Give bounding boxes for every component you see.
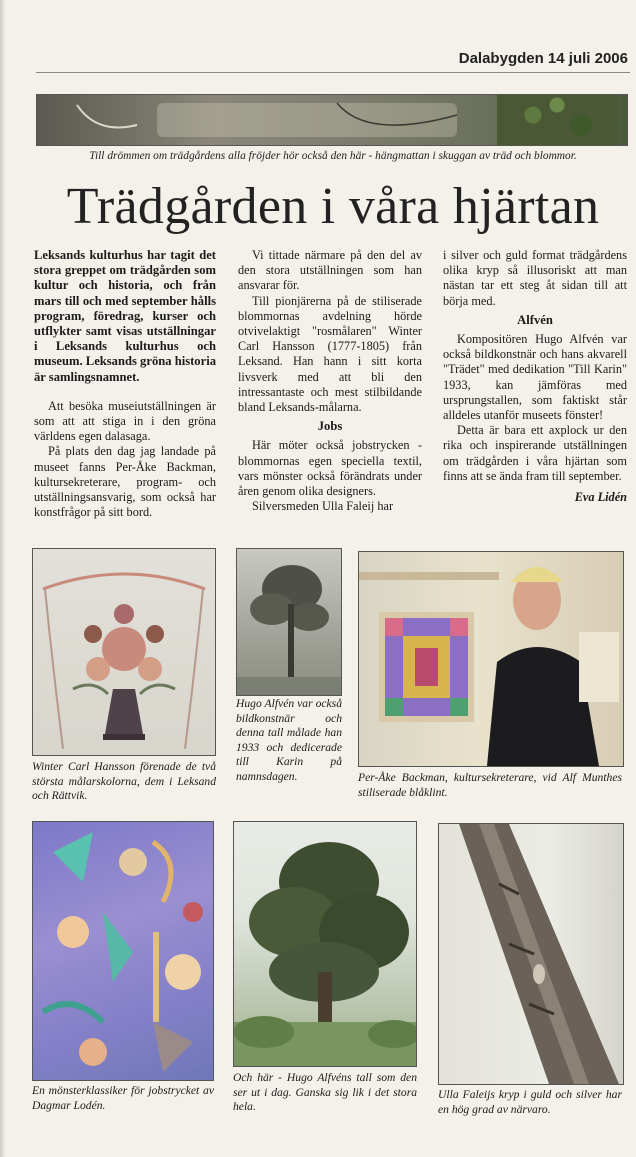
article-column-2 — [238, 248, 422, 514]
caption-jobs-textile: En mönsterklassiker för jobstrycket av Dagmar Lodén. — [32, 1084, 214, 1112]
article-lead: Leksands kulturhus har tagit det stora greppet om trädgården som kultur och historia, och från mars till och med september hålls program, föredrag, kurser och utflykter samt visas utställningar i Leksands kulturhus och museum. Leksands gröna historia är samlingsnamnet. — [34, 248, 216, 384]
paragraph: Detta är bara ett axplock ur den rika och inspirerande utställningen om trädgården i våra hjärtan som finns att se ända fram till september. — [443, 423, 627, 483]
banner-photo-hammock — [36, 94, 628, 146]
paragraph: i silver och guld format trädgårdens olika kryp så illusoriskt att man nästan tar ett steg åt sidan till att börja med. — [443, 248, 627, 308]
photo-per-ake-backman — [358, 551, 624, 767]
article-column-1 — [34, 248, 216, 520]
paragraph: Här möter också jobstrycken - blommornas egen speciella textil, vars mönster också förändrats under åren genom olika designers. — [238, 438, 422, 499]
caption-alfven-pine-today: Och här - Hugo Alfvéns tall som den ser ut i dag. Ganska sig lik i det stora hela. — [233, 1071, 417, 1114]
banner-caption: Till drömmen om trädgårdens alla fröjder hör också den här - hängmattan i skuggan av träd och blommor. — [89, 150, 577, 162]
photo-jobs-textile — [32, 821, 214, 1081]
photo-faleij-insect — [438, 823, 624, 1085]
caption-alfven-watercolor: Hugo Alfvén var också bildkonstnär och denna tall målade han 1933 och dedicerade till Karin på namnsdagen. — [236, 697, 342, 783]
subheading-jobs: Jobs — [317, 419, 343, 434]
caption-per-ake-backman: Per-Åke Backman, kultursekreterare, vid Alf Munthes stiliserade blåklint. — [358, 771, 622, 799]
masthead: Dalabygden 14 juli 2006 — [458, 50, 628, 67]
paragraph: På plats den dag jag landade på museet fanns Per-Åke Backman, kultursekreterare, program- och utställningsansvarig, som också har konstfrågor på sitt bord. — [34, 444, 216, 520]
subheading-alfven: Alfvén — [517, 312, 553, 327]
caption-rosmalning: Winter Carl Hansson förenade de två största målarskolorna, dem i Leksand och Rättvik. — [32, 760, 216, 803]
article-column-3 — [443, 248, 627, 505]
photo-alfven-pine-today — [233, 821, 417, 1067]
masthead-rule — [36, 72, 630, 73]
paragraph: Vi tittade närmare på den del av den stora utställningen som han ansvarar för. — [238, 248, 422, 293]
headline: Trädgården i våra hjärtan — [66, 178, 600, 235]
byline: Eva Lidén — [574, 490, 627, 505]
photo-alfven-watercolor — [236, 548, 342, 696]
paragraph: Att besöka museiutställningen är som att att stiga in i den gröna världens egen dalasaga. — [34, 398, 216, 444]
caption-faleij-insect: Ulla Faleijs kryp i guld och silver har en hög grad av närvaro. — [438, 1088, 622, 1116]
paragraph: Silversmeden Ulla Faleij har — [252, 499, 394, 514]
photo-rosmalning — [32, 548, 216, 756]
page-edge-shadow — [0, 0, 6, 1157]
paragraph: Till pionjärerna på de stiliserade blommornas avdelning hörde otvivelaktigt "rosmålaren" Winter Carl Hansson (1777-1805) från Leksand. Han hann i sitt korta livsverk med att bli den intressantaste och mest stilbildande bland Leksands-målarna. — [238, 293, 422, 415]
paragraph: Kompositören Hugo Alfvén var också bildkonstnär och hans akvarell "Trädet" med dedikation "Till Karin" 1933, kan jämföras med ursprungstallen, som faktiskt står alldeles utanför museets fönster! — [443, 332, 627, 423]
